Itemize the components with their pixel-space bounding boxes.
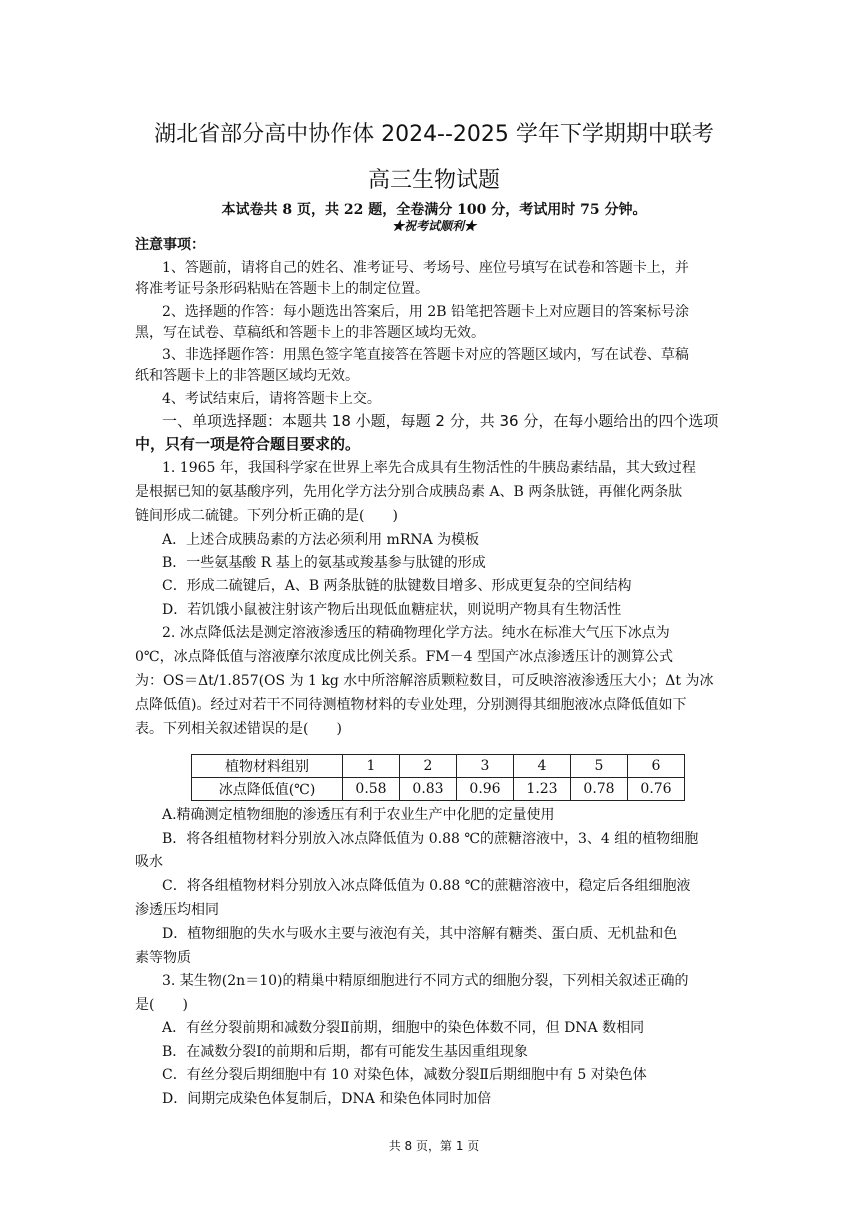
question-3-option-a: A．有丝分裂前期和减数分裂Ⅱ前期，细胞中的染色体数不同，但 DNA 数相同 [162, 1020, 645, 1036]
table-cell: 0.58 [343, 778, 400, 801]
table-cell: 3 [457, 755, 514, 778]
question-1-option-c: C．形成二硫键后，A、B 两条肽链的肽键数目增多、形成更复杂的空间结构 [162, 578, 632, 594]
question-2-stem: 为：OS＝Δt/1.857(OS 为 1 kg 水中所溶解溶质颗粒数目，可反映溶液渗透压大小；Δt 为冰 [135, 673, 714, 689]
question-3-option-b: B．在减数分裂Ⅰ的前期和后期，都有可能发生基因重组现象 [162, 1044, 528, 1060]
question-3-stem: 是( ) [135, 997, 188, 1013]
table-cell: 6 [628, 755, 685, 778]
question-2-stem: 2. 冰点降低法是测定溶液渗透压的精确物理化学方法。纯水在标准大气压下冰点为 [162, 625, 670, 641]
section-heading: 中，只有一项是符合题目要求的。 [135, 435, 361, 453]
question-1-stem: 链间形成二硫键。下列分析正确的是( ) [135, 508, 398, 524]
question-3-stem: 3. 某生物(2n＝10)的精巢中精原细胞进行不同方式的细胞分裂，下列相关叙述正确的 [162, 973, 689, 989]
notice-line: 1、答题前，请将自己的姓名、准考证号、考场号、座位号填写在试卷和答题卡上，并 [162, 260, 689, 276]
question-2-option-d: 素等物质 [135, 950, 191, 966]
table-cell: 1.23 [514, 778, 571, 801]
table-row [192, 755, 685, 778]
notice-heading: 注意事项： [135, 237, 205, 253]
table-cell: 0.96 [457, 778, 514, 801]
question-2-option-b: B．将各组植物材料分别放入冰点降低值为 0.88 ℃的蔗糖溶液中，3、4 组的植物细胞 [162, 831, 699, 847]
question-1-stem: 是根据已知的氨基酸序列，先用化学方法分别合成胰岛素 A、B 两条肽链，再催化两条肽 [135, 484, 683, 500]
question-2-option-c: 渗透压均相同 [135, 902, 219, 918]
question-1-option-a: A．上述合成胰岛素的方法必须利用 mRNA 为模板 [162, 532, 480, 548]
question-2-stem: 0℃，冰点降低值与溶液摩尔浓度成比例关系。FM－4 型国产冰点渗透压计的测算公式 [135, 649, 673, 665]
table-cell: 5 [571, 755, 628, 778]
table-cell: 0.83 [400, 778, 457, 801]
table-cell: 0.76 [628, 778, 685, 801]
question-2-option-c: C．将各组植物材料分别放入冰点降低值为 0.88 ℃的蔗糖溶液中，稳定后各组细胞液 [162, 878, 691, 894]
exam-motto: ★祝考试顺利★ [391, 219, 476, 233]
notice-line: 黑，写在试卷、草稿纸和答题卡上的非答题区域均无效。 [135, 325, 485, 341]
page-footer: 共 8 页，第 1 页 [388, 1139, 480, 1153]
question-2-option-b: 吸水 [135, 854, 163, 870]
notice-line: 2、选择题的作答：每小题选出答案后，用 2B 铅笔把答题卡上对应题目的答案标号涂 [162, 304, 690, 320]
table-cell: 2 [400, 755, 457, 778]
notice-line: 4、考试结束后，请将答题卡上交。 [162, 391, 381, 407]
question-2-stem: 表。下列相关叙述错误的是( ) [135, 721, 342, 737]
question-2-stem: 点降低值)。经过对若干不同待测植物材料的专业处理，分别测得其细胞液冰点降低值如下 [135, 697, 687, 713]
table-header-cell: 冰点降低值(℃) [192, 778, 343, 801]
exam-meta: 本试卷共 8 页，共 22 题，全卷满分 100 分，考试用时 75 分钟。 [221, 202, 647, 218]
table-header-cell: 植物材料组别 [192, 755, 343, 778]
freezing-point-table [191, 754, 685, 801]
exam-title: 湖北省部分高中协作体 2024--2025 学年下学期期中联考 [154, 122, 714, 147]
question-2-option-a: A.精确测定植物细胞的渗透压有利于农业生产中化肥的定量使用 [162, 807, 555, 823]
notice-line: 将准考证号条形码粘贴在答题卡上的制定位置。 [135, 281, 429, 297]
question-1-stem: 1. 1965 年，我国科学家在世界上率先合成具有生物活性的牛胰岛素结晶，其大致过程 [162, 460, 696, 476]
question-3-option-c: C．有丝分裂后期细胞中有 10 对染色体，减数分裂Ⅱ后期细胞中有 5 对染色体 [162, 1067, 647, 1083]
table-row [192, 778, 685, 801]
question-1-option-d: D．若饥饿小鼠被注射该产物后出现低血糖症状，则说明产物具有生物活性 [162, 602, 622, 618]
exam-subtitle: 高三生物试题 [367, 168, 500, 193]
table-cell: 0.78 [571, 778, 628, 801]
question-3-option-d: D．间期完成染色体复制后，DNA 和染色体同时加倍 [162, 1091, 492, 1107]
table-cell: 1 [343, 755, 400, 778]
table-cell: 4 [514, 755, 571, 778]
question-1-option-b: B．一些氨基酸 R 基上的氨基或羧基参与肽键的形成 [162, 555, 486, 571]
notice-line: 3、非选择题作答：用黑色签字笔直接答在答题卡对应的答题区域内，写在试卷、草稿 [162, 347, 689, 363]
question-2-option-d: D．植物细胞的失水与吸水主要与液泡有关，其中溶解有糖类、蛋白质、无机盐和色 [162, 926, 678, 942]
notice-line: 纸和答题卡上的非答题区域均无效。 [135, 368, 359, 384]
section-heading: 一、单项选择题：本题共 18 小题，每题 2 分，共 36 分，在每小题给出的四个选项 [162, 412, 719, 430]
